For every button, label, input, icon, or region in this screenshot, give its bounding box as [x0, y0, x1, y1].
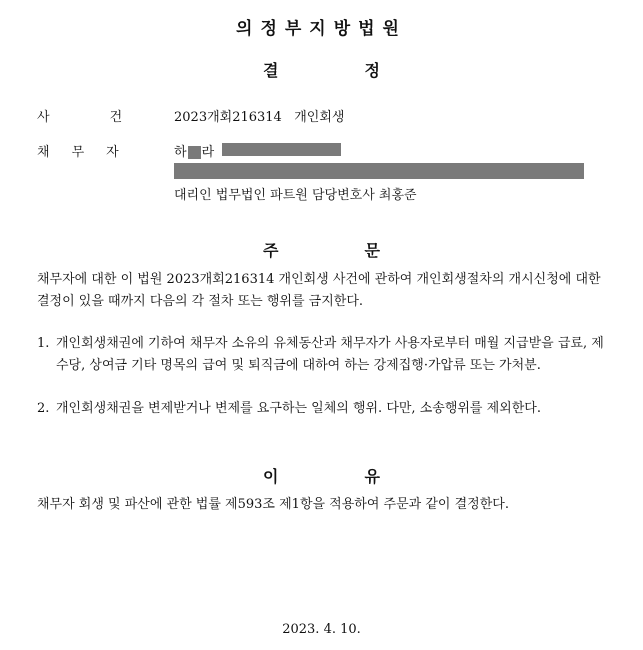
- order-paragraph: 채무자에 대한 이 법원 2023개회216314 개인회생 사건에 관하여 개인회생절차의 개시신청에 대한 결정이 있을 때까지 다음의 각 절차 또는 행위를 금지한다.: [37, 272, 601, 309]
- case-label-char-2: 건: [109, 110, 123, 125]
- document-title-left: 결: [263, 61, 279, 80]
- debtor-name-suffix: 라: [201, 145, 215, 160]
- debtor-agent: 대리인 법무법인 파트원 담당변호사 최홍준: [174, 188, 417, 203]
- case-label-char-1: 사: [37, 110, 50, 125]
- order-item: [37, 398, 607, 420]
- reason-title: [0, 464, 643, 487]
- order-title-left: 주: [263, 241, 279, 260]
- order-title: [0, 238, 643, 261]
- debtor-name-prefix: 하: [174, 145, 187, 160]
- reason-title-right: 유: [364, 467, 380, 486]
- decision-date: 2023. 4. 10.: [282, 622, 361, 637]
- case-label: [37, 106, 122, 125]
- debtor-label-char-3: 자: [106, 145, 119, 160]
- debtor-label-char-2: 무: [71, 145, 85, 160]
- reason-title-left: 이: [263, 467, 279, 486]
- order-item: [37, 333, 607, 377]
- order-item-text: 개인회생채권을 변제받거나 변제를 요구하는 일체의 행위. 다만, 소송행위를 제외한다.: [56, 401, 541, 416]
- debtor-name: [174, 141, 214, 160]
- redaction-block: [188, 146, 201, 159]
- debtor-label-char-1: 채: [37, 145, 50, 160]
- order-title-right: 문: [364, 241, 380, 260]
- order-item-number: 1.: [37, 336, 50, 351]
- redaction-block: [222, 143, 341, 156]
- case-value: 2023개회216314 개인회생: [174, 110, 345, 125]
- order-item-number: 2.: [37, 401, 50, 416]
- debtor-label: [37, 141, 119, 160]
- reason-paragraph: 채무자 회생 및 파산에 관한 법률 제593조 제1항을 적용하여 주문과 같이 결정한다.: [37, 497, 509, 512]
- document-title: [0, 58, 643, 81]
- order-item-text: 개인회생채권에 기하여 채무자 소유의 유체동산과 채무자가 사용자로부터 매월 지급받을 급료, 제수당, 상여금 기타 명목의 급여 및 퇴직금에 대하여 하는 강제집행·가압류 또는 가처분.: [56, 336, 604, 373]
- redaction-block: [174, 163, 584, 179]
- court-name: 의정부지방법원: [236, 19, 407, 39]
- document-title-right: 정: [364, 61, 380, 80]
